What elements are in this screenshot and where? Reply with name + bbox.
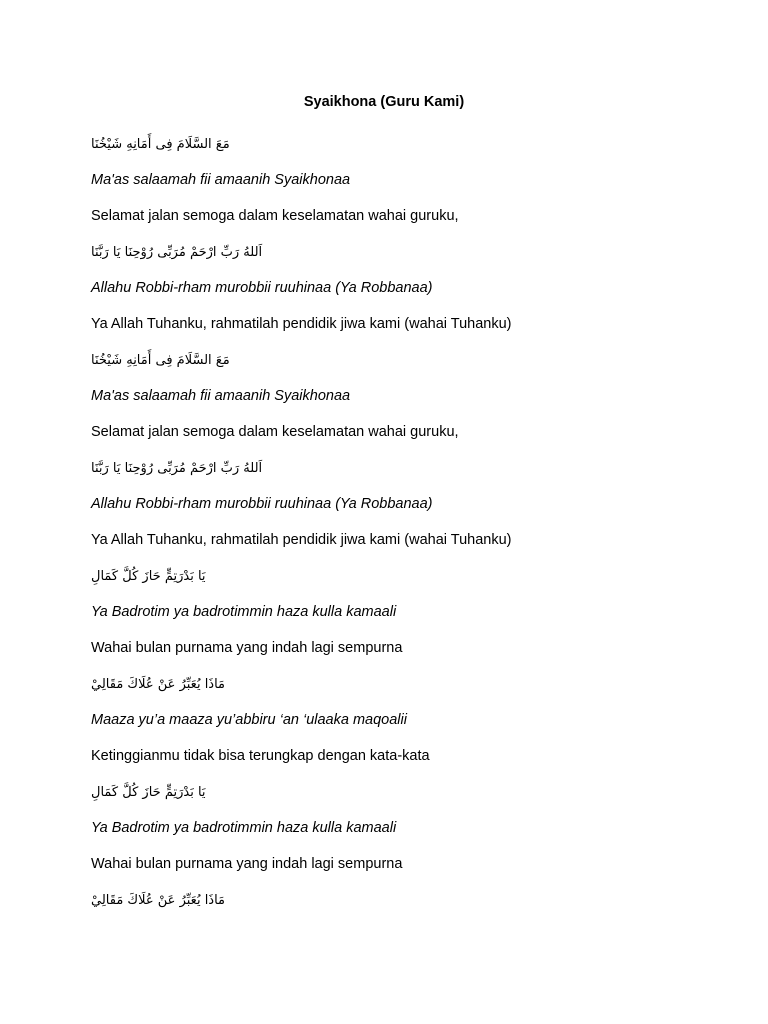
transliteration-line: Allahu Robbi-rham murobbii ruuhinaa (Ya Robbanaa) [91, 496, 433, 512]
arabic-verse-line: اَللهُ رَبِّ ارْحَمْ مُرَبِّى رُوْحِنَا يَا رَبَّنَا [91, 460, 263, 476]
translation-line: Selamat jalan semoga dalam keselamatan wahai guruku, [91, 424, 459, 440]
transliteration-line: Ya Badrotim ya badrotimmin haza kulla kamaali [91, 820, 397, 836]
arabic-verse-line: يَا بَدْرَتِمٍّ حَازَ كُلَّ كَمَالِ [91, 568, 206, 584]
translation-line: Ya Allah Tuhanku, rahmatilah pendidik jiwa kami (wahai Tuhanku) [91, 532, 512, 548]
arabic-verse-line: اَللهُ رَبِّ ارْحَمْ مُرَبِّى رُوْحِنَا يَا رَبَّنَا [91, 244, 263, 260]
transliteration-line: Allahu Robbi-rham murobbii ruuhinaa (Ya Robbanaa) [91, 280, 433, 296]
arabic-verse-line: مَاذَا يُعَبِّرُ عَنْ عُلَاكَ مَقَالِيْ [91, 892, 226, 908]
translation-line: Wahai bulan purnama yang indah lagi sempurna [91, 640, 403, 656]
translation-line: Ya Allah Tuhanku, rahmatilah pendidik jiwa kami (wahai Tuhanku) [91, 316, 512, 332]
transliteration-line: Maaza yu’a maaza yu’abbiru ‘an ‘ulaaka maqoalii [91, 712, 407, 728]
document-title: Syaikhona (Guru Kami) [303, 94, 465, 110]
arabic-verse-line: يَا بَدْرَتِمٍّ حَازَ كُلَّ كَمَالِ [91, 784, 206, 800]
transliteration-line: Ya Badrotim ya badrotimmin haza kulla kamaali [91, 604, 397, 620]
transliteration-line: Ma'as salaamah fii amaanih Syaikhonaa [91, 172, 351, 188]
lyrics-body [91, 126, 691, 918]
arabic-verse-line: مَاذَا يُعَبِّرُ عَنْ عُلَاكَ مَقَالِيْ [91, 676, 226, 692]
transliteration-line: Ma'as salaamah fii amaanih Syaikhonaa [91, 388, 351, 404]
translation-line: Ketinggianmu tidak bisa terungkap dengan kata-kata [91, 748, 430, 764]
translation-line: Selamat jalan semoga dalam keselamatan wahai guruku, [91, 208, 459, 224]
translation-line: Wahai bulan purnama yang indah lagi sempurna [91, 856, 403, 872]
arabic-verse-line: مَعَ السَّلَامَ فِى أَمَانِهِ شَيْخُنَا [91, 136, 230, 152]
arabic-verse-line: مَعَ السَّلَامَ فِى أَمَانِهِ شَيْخُنَا [91, 352, 230, 368]
